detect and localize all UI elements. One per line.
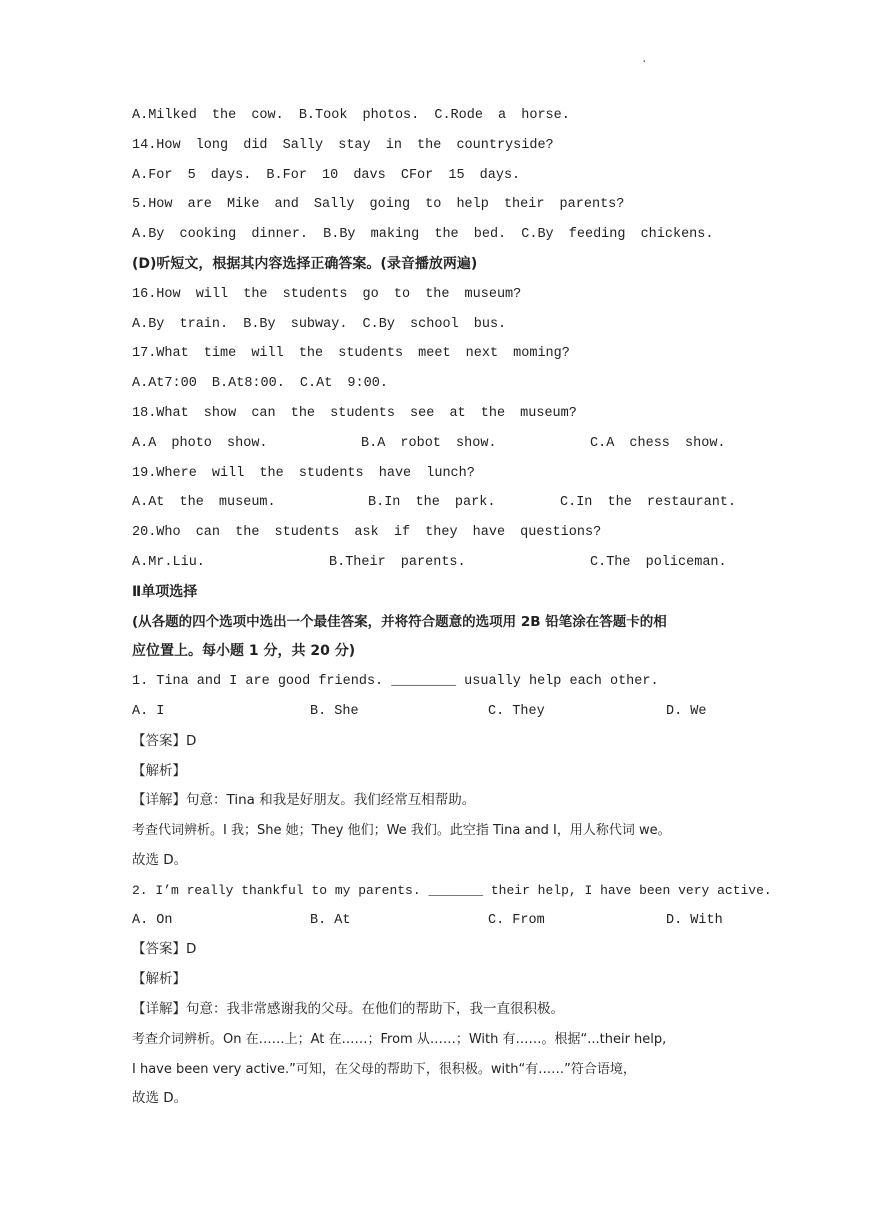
q14-options: A.For 5 days. B.For 10 davs CFor 15 days. <box>132 167 521 183</box>
mc1-question: 1. Tina and I are good friends. ________ usually help each other. <box>132 674 659 690</box>
section-ii-heading: Ⅱ单项选择 <box>132 583 198 600</box>
mc1-option-d: D. We <box>666 703 707 719</box>
q20-option-a: A.Mr.Liu. <box>132 554 205 570</box>
section-d-heading: (D)听短文，根据其内容选择正确答案。(录音播放两遍) <box>132 255 478 272</box>
q19-option-a: A.At the museum. <box>132 495 276 511</box>
q20-option-b: B.Their parents. <box>329 554 466 570</box>
mc1-explanation: 考查代词辨析。I 我；She 她；They 他们；We 我们。此空指 Tina and I，用人称代词 we。 <box>132 823 671 839</box>
mc2-option-d: D. With <box>666 912 723 928</box>
mc1-option-b: B. She <box>310 703 359 719</box>
mc2-explanation-line2: I have been very active.”可知，在父母的帮助下，很积极。with“有……”符合语境， <box>132 1061 636 1077</box>
mc1-conclusion: 故选 D。 <box>132 851 188 868</box>
mc1-options <box>132 697 742 727</box>
mc2-options <box>132 906 742 936</box>
mc2-answer: 【答案】D <box>132 941 197 958</box>
mc2-analysis-label: 【解析】 <box>132 971 186 988</box>
document-body <box>132 101 772 1114</box>
q17-question: 17.What time will the students meet next moming? <box>132 346 570 362</box>
q13-options: A.Milked the cow. B.Took photos. C.Rode a horse. <box>132 108 570 123</box>
q19-question: 19.Where will the students have lunch? <box>132 465 475 481</box>
mc1-option-a: A. I <box>132 703 165 719</box>
q18-option-b: B.A robot show. <box>361 435 497 451</box>
mc1-option-c: C. They <box>488 703 545 719</box>
q15-options: A.By cooking dinner. B.By making the bed. C.By feeding chickens. <box>132 227 714 243</box>
mc2-conclusion: 故选 D。 <box>132 1090 188 1107</box>
mc1-answer: 【答案】D <box>132 732 197 749</box>
mc2-detail: 【详解】句意：我非常感谢我的父母。在他们的帮助下，我一直很积极。 <box>132 1000 564 1017</box>
q16-options: A.By train. B.By subway. C.By school bus. <box>132 316 507 332</box>
q15-question: 5.How are Mike and Sally going to help their parents? <box>132 197 625 213</box>
page-marker-dot: . <box>641 54 648 66</box>
q18-option-a: A.A photo show. <box>132 435 268 451</box>
q18-question: 18.What show can the students see at the museum? <box>132 405 577 421</box>
section-ii-instructions-line2: 应位置上。每小题 1 分，共 20 分) <box>132 643 356 660</box>
mc2-option-c: C. From <box>488 912 545 928</box>
section-ii-instructions-line1: (从各题的四个选项中选出一个最佳答案，并将符合题意的选项用 2B 铅笔涂在答题卡的相 <box>132 613 667 630</box>
q20-option-c: C.The policeman. <box>590 554 727 570</box>
mc2-explanation-line1: 考查介词辨析。On 在……上；At 在……；From 从……；With 有……。根据“...their help, <box>132 1031 667 1047</box>
q20-options <box>132 548 742 578</box>
q19-option-b: B.In the park. <box>368 495 496 511</box>
q14-question: 14.How long did Sally stay in the countryside? <box>132 137 554 153</box>
q19-option-c: C.In the restaurant. <box>560 495 737 511</box>
mc2-option-a: A. On <box>132 912 173 928</box>
mc1-detail: 【详解】句意：Tina 和我是好朋友。我们经常互相帮助。 <box>132 792 476 809</box>
q19-options <box>132 488 742 518</box>
q20-question: 20.Who can the students ask if they have questions? <box>132 525 602 541</box>
mc2-question: 2. I’m really thankful to my parents. _______ their help, I have been very active. <box>132 882 772 898</box>
mc1-analysis-label: 【解析】 <box>132 762 186 779</box>
q16-question: 16.How will the students go to the museum? <box>132 286 522 302</box>
mc2-option-b: B. At <box>310 912 351 928</box>
q18-option-c: C.A chess show. <box>590 435 726 451</box>
q17-options: A.At7:00 B.At8:00. C.At 9:00. <box>132 376 388 392</box>
q18-options <box>132 429 742 459</box>
